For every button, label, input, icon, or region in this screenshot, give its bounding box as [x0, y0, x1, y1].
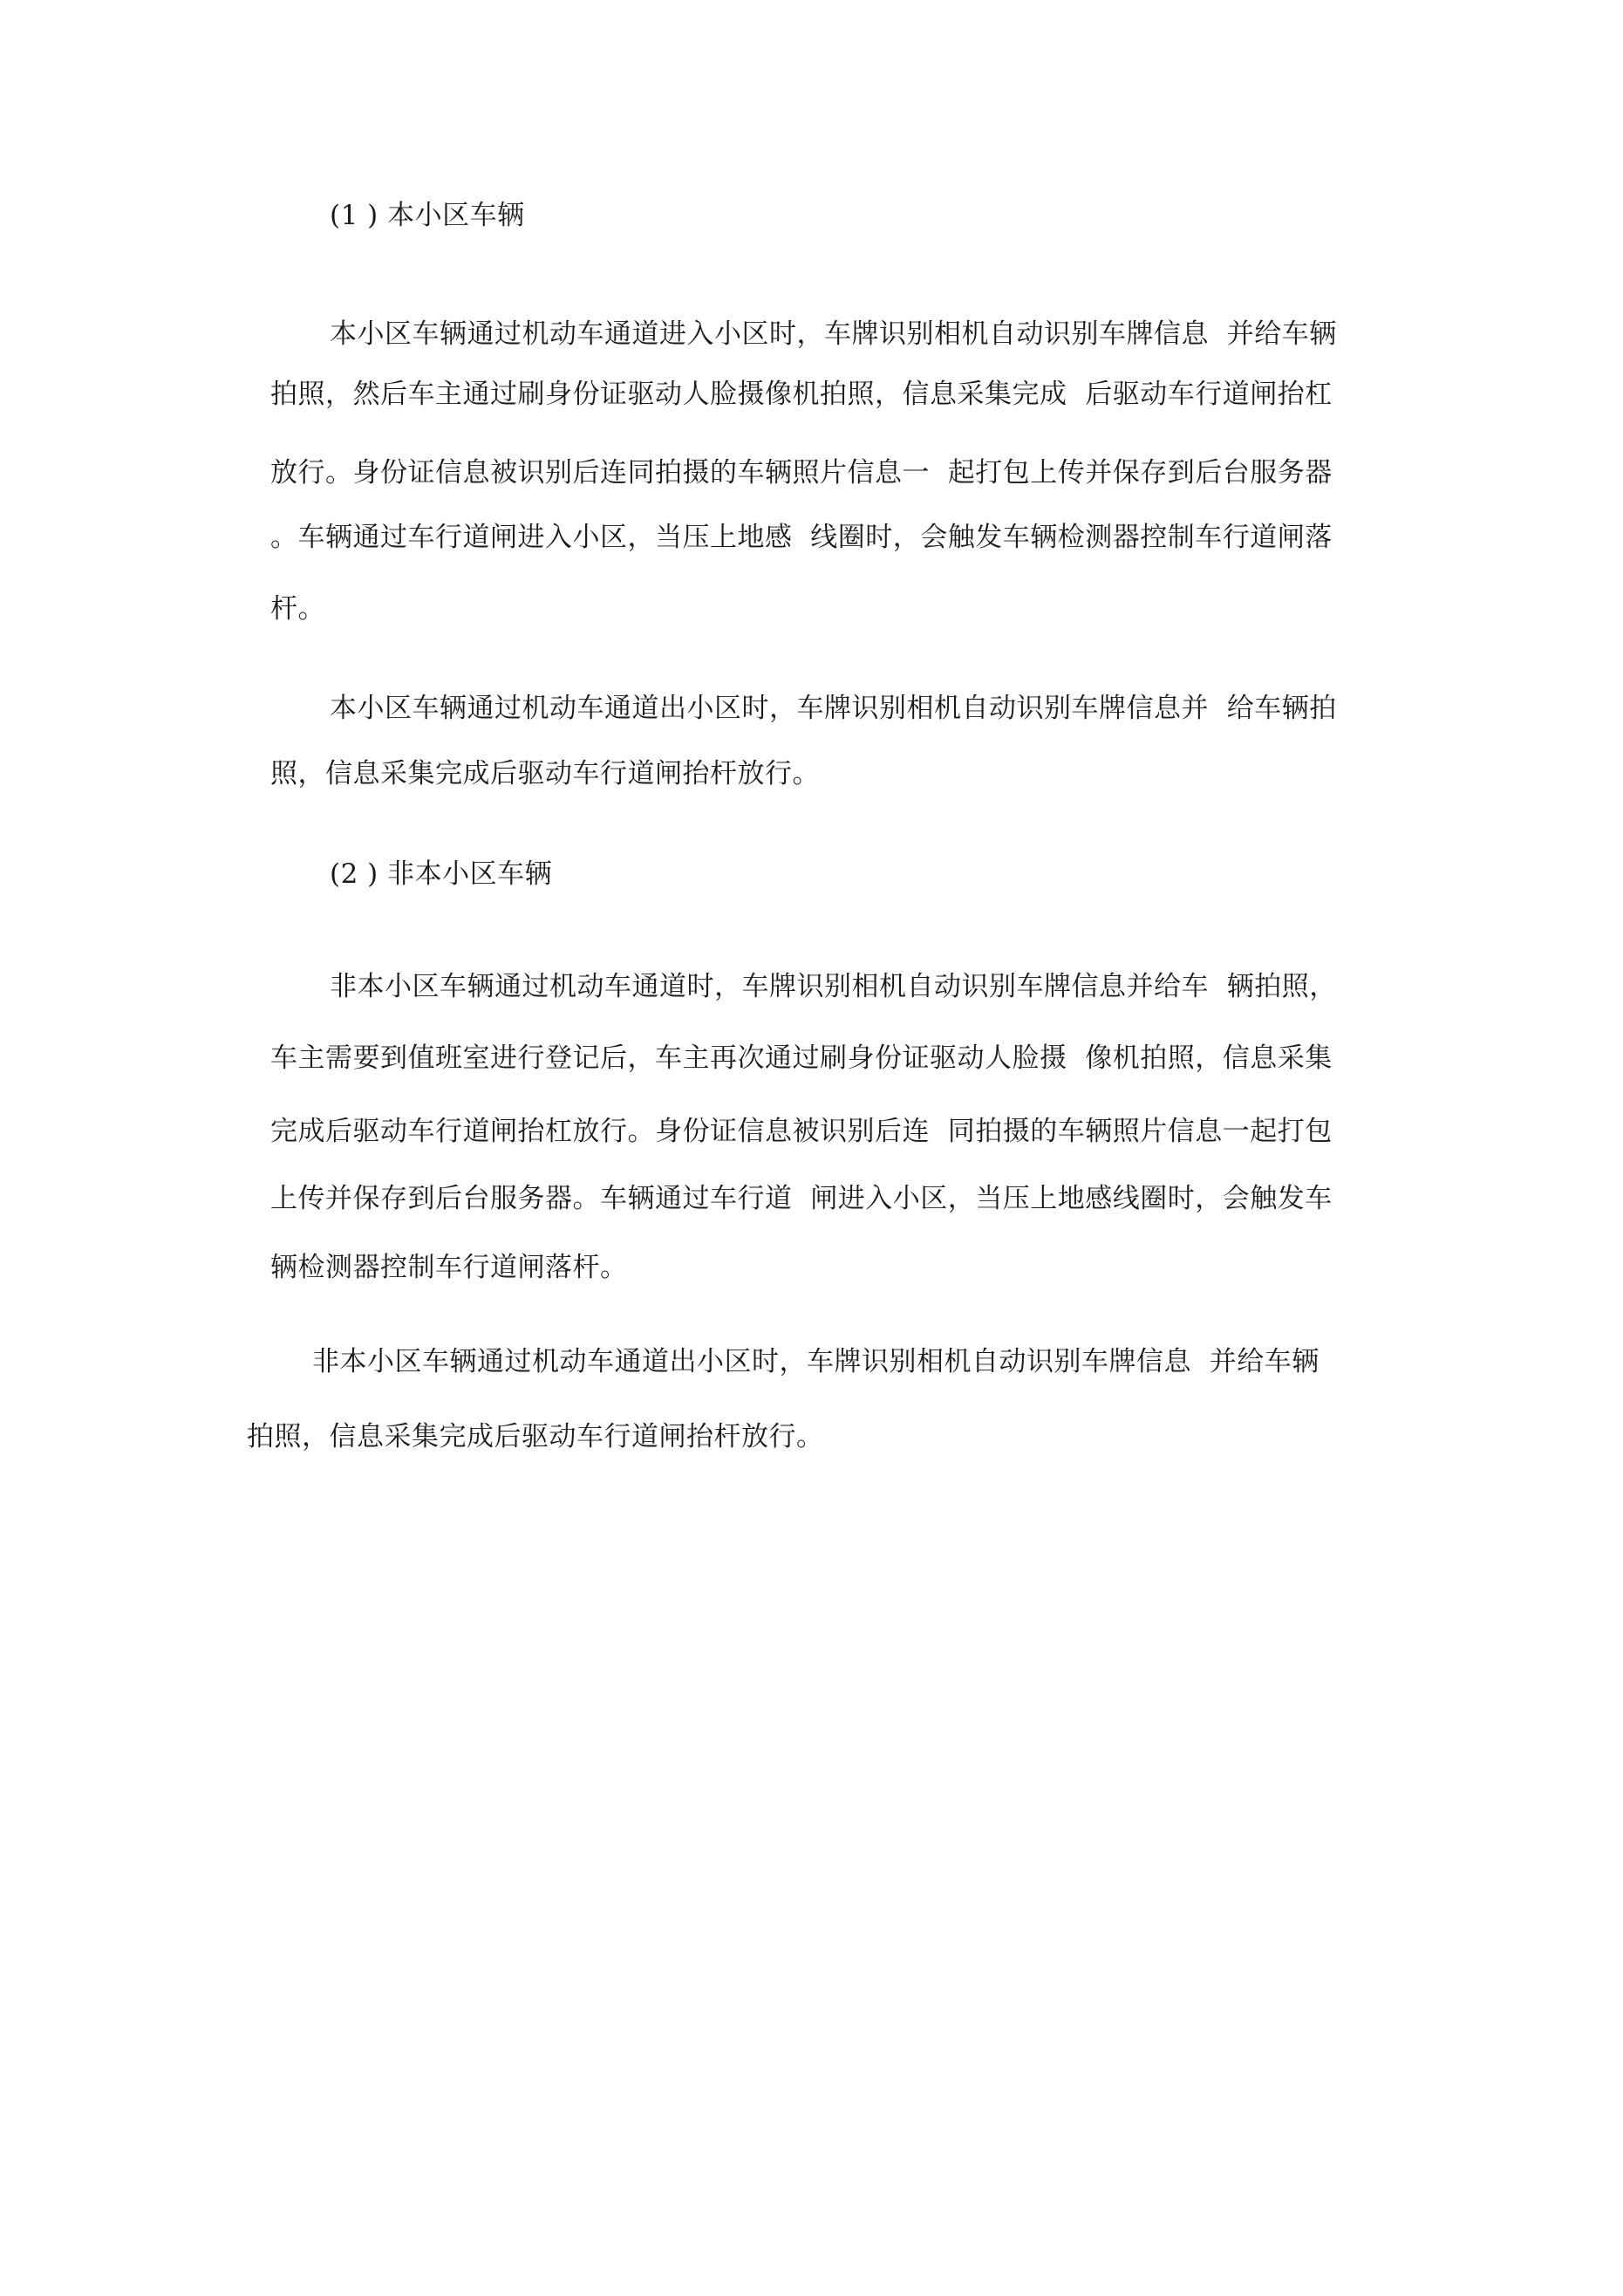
paragraph-line: 非本小区车辆通过机动车通道时，车牌识别相机自动识别车牌信息并给车 辆拍照，	[330, 971, 1337, 1002]
paragraph-line: 拍照，然后车主通过刷身份证驱动人脸摄像机拍照，信息采集完成 后驱动车行道闸抬杠	[270, 379, 1333, 410]
paragraph-line: 。车辆通过车行道闸进入小区，当压上地感 线圈时，会触发车辆检测器控制车行道闸落	[270, 522, 1333, 553]
paragraph-line: 拍照，信息采集完成后驱动车行道闸抬杆放行。	[247, 1421, 824, 1452]
paragraph-line: 本小区车辆通过机动车通道出小区时，车牌识别相机自动识别车牌信息并 给车辆拍	[330, 693, 1337, 724]
paragraph-line: 完成后驱动车行道闸抬杠放行。身份证信息被识别后连 同拍摄的车辆照片信息一起打包	[270, 1116, 1333, 1147]
paragraph-line: 照，信息采集完成后驱动车行道闸抬杆放行。	[270, 758, 820, 789]
section-1-heading: (1 ) 本小区车辆	[330, 200, 525, 231]
section-2-heading: (2 ) 非本小区车辆	[330, 858, 553, 890]
paragraph-line: 车主需要到值班室进行登记后，车主再次通过刷身份证驱动人脸摄 像机拍照，信息采集	[270, 1042, 1333, 1074]
paragraph-line: 非本小区车辆通过机动车通道出小区时，车牌识别相机自动识别车牌信息 并给车辆	[312, 1346, 1320, 1377]
paragraph-line: 本小区车辆通过机动车通道进入小区时，车牌识别相机自动识别车牌信息 并给车辆	[330, 318, 1337, 350]
paragraph-line: 辆检测器控制车行道闸落杆。	[270, 1252, 628, 1283]
paragraph-line: 放行。身份证信息被识别后连同拍摄的车辆照片信息一 起打包上传并保存到后台服务器	[270, 457, 1333, 489]
paragraph-line: 杆。	[270, 593, 325, 625]
paragraph-line: 上传并保存到后台服务器。车辆通过车行道 闸进入小区，当压上地感线圈时，会触发车	[270, 1183, 1333, 1214]
